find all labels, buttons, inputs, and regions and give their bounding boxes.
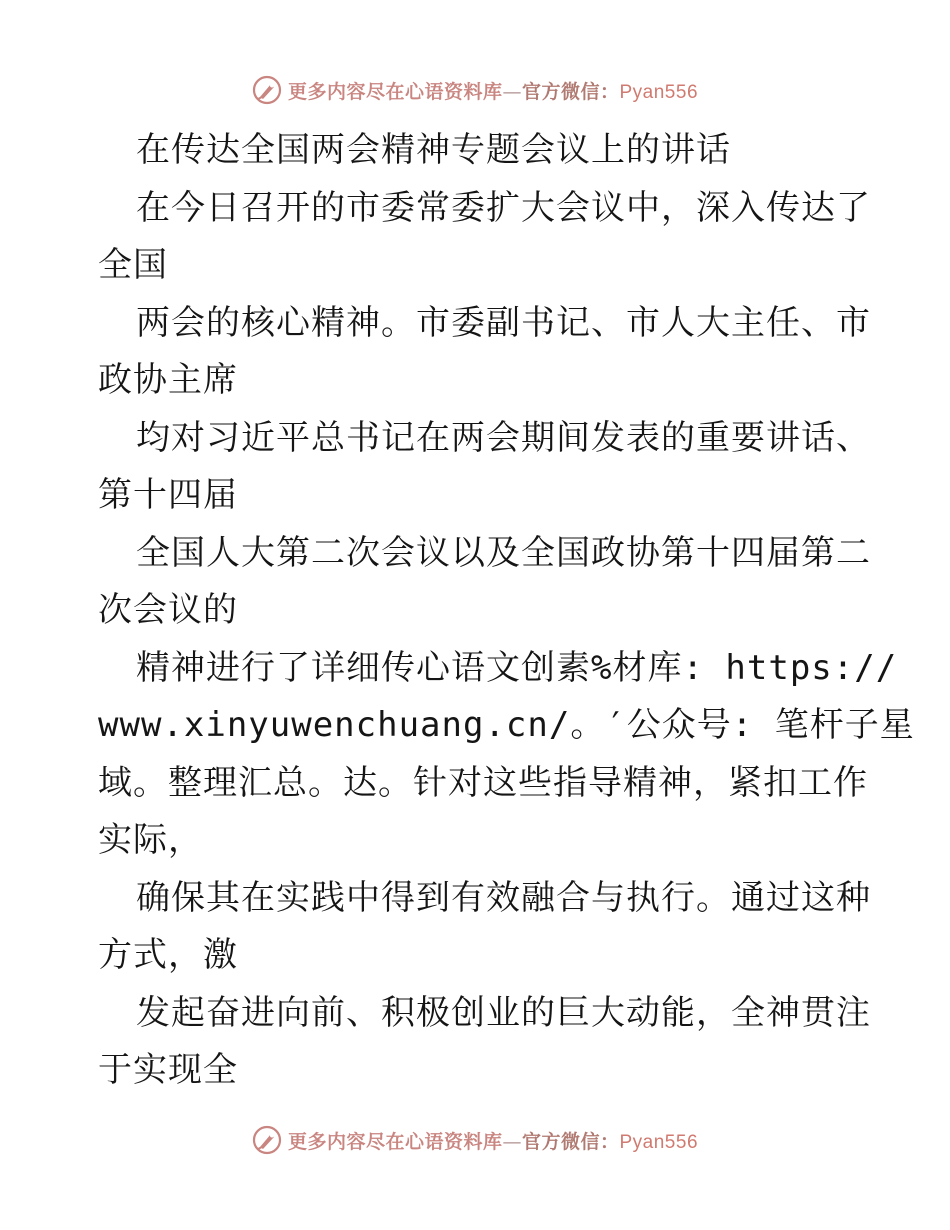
watermark-dash: — bbox=[502, 1130, 522, 1153]
paragraph-line: 全国人大第二次会议以及全国政协第十四届第二 bbox=[136, 532, 871, 573]
header-watermark bbox=[0, 73, 950, 107]
watermark-wechat-label: 官方微信： bbox=[521, 80, 620, 103]
paragraph-line: 两会的核心精神。市委副书记、市人大主任、市 bbox=[136, 302, 871, 343]
footer-watermark bbox=[0, 1123, 950, 1157]
watermark-wechat-label: 官方微信： bbox=[521, 1130, 620, 1153]
paragraph-line: 精神进行了详细传心语文创素%材库: https:// bbox=[136, 647, 898, 688]
paragraph-line: 发起奋进向前、积极创业的巨大动能，全神贯注 bbox=[136, 992, 871, 1033]
paragraph-line: 均对习近平总书记在两会期间发表的重要讲话、 bbox=[136, 417, 871, 458]
paragraph-line: 在今日召开的市委常委扩大会议中，深入传达了 bbox=[136, 187, 871, 228]
paragraph-line: 次会议的 bbox=[98, 590, 238, 630]
watermark-site-text: 更多内容尽在心语资料库 bbox=[287, 1130, 503, 1153]
paragraph-line: 方式，激 bbox=[98, 935, 238, 975]
watermark-dash: — bbox=[502, 80, 522, 103]
document-body bbox=[98, 122, 915, 1100]
paragraph-line: 第十四届 bbox=[98, 475, 238, 515]
paragraph-line: 政协主席 bbox=[98, 360, 238, 400]
watermark-text bbox=[288, 77, 698, 104]
paragraph-line: 全国 bbox=[98, 245, 168, 285]
paragraph-line: 确保其在实践中得到有效融合与执行。通过这种 bbox=[136, 877, 871, 918]
paragraph-line: 域。整理汇总。达。针对这些指导精神，紧扣工作 bbox=[98, 762, 868, 803]
watermark-handle: Pyan556 bbox=[619, 1131, 699, 1153]
watermark-text bbox=[288, 1127, 698, 1154]
paragraph-line: www.xinyuwenchuang.cn/。′公众号: 笔杆子星 bbox=[98, 705, 915, 745]
paragraph-line: 于实现全 bbox=[98, 1050, 238, 1090]
pen-nib-logo-icon bbox=[252, 1125, 282, 1155]
pen-nib-logo-icon bbox=[252, 75, 282, 105]
watermark-site-text: 更多内容尽在心语资料库 bbox=[287, 80, 503, 103]
document-title: 在传达全国两会精神专题会议上的讲话 bbox=[136, 130, 731, 170]
paragraph-line: 实际， bbox=[98, 820, 203, 860]
watermark-handle: Pyan556 bbox=[619, 81, 699, 103]
